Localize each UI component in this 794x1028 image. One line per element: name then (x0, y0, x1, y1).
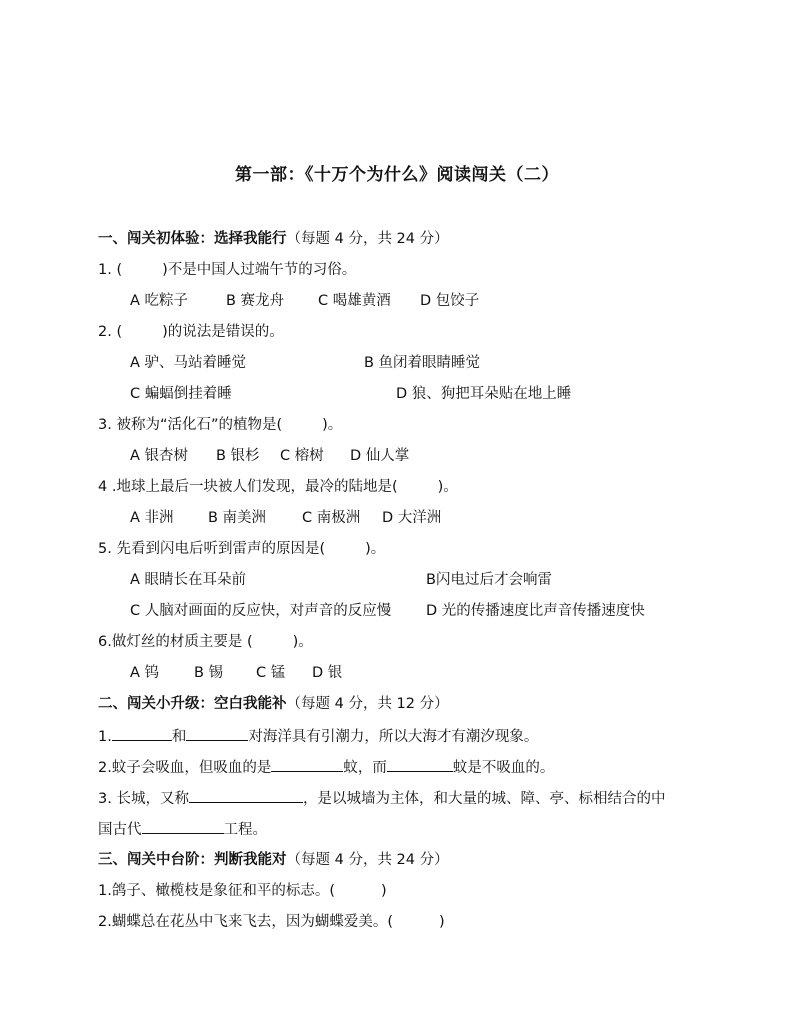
q-text: 和 (171, 729, 187, 745)
q-text: 3. 长城，又称 (98, 791, 189, 807)
option-c: C 南极洲 (302, 510, 361, 526)
fill-blank[interactable] (387, 757, 453, 772)
q-text: 4 .地球上最后一块被人们发现，最冷的陆地是( (98, 479, 398, 495)
option-d: D 大洋洲 (382, 510, 442, 526)
q-text: ) (439, 914, 445, 930)
option-d: D 狼、狗把耳朵贴在地上睡 (396, 386, 572, 402)
page-title: 第一部：《十万个为什么》阅读闯关（二） (235, 165, 559, 185)
q-text: )。 (437, 479, 458, 495)
q-text: )。 (292, 634, 313, 650)
question-3-1 (98, 881, 387, 901)
option-c: C 蝙蝠倒挂着睡 (130, 386, 232, 402)
q-text: 对海洋具有引潮力，所以大海才有潮汐现象。 (248, 729, 539, 745)
section2-heading (98, 694, 449, 714)
q-text: 5. 先看到闪电后听到雷声的原因是( (98, 541, 326, 557)
section3-heading (98, 850, 449, 870)
fill-blank[interactable] (142, 819, 224, 834)
question-1-6 (98, 632, 313, 652)
fill-blank[interactable] (112, 726, 172, 741)
option-d: D 银 (312, 665, 343, 681)
section3-note: （每题 4 分，共 24 分） (286, 852, 449, 868)
q-text: 2.蝴蝶总在花丛中飞来飞去，因为蝴蝶爱美。( (98, 914, 393, 930)
q-text: 1.鸽子、橄榄枝是象征和平的标志。( (98, 883, 335, 899)
section1-note: （每题 4 分，共 24 分） (286, 231, 449, 247)
question-1-1 (98, 260, 356, 280)
question-2-3-cont (98, 819, 267, 840)
q-text: )的说法是错误的。 (162, 324, 284, 340)
q-text: 3. 被称为“活化石”的植物是( (98, 417, 283, 433)
q-text: 工程。 (223, 822, 267, 838)
fill-blank[interactable] (271, 757, 343, 772)
q-text: 6.做灯丝的材质主要是 ( (98, 634, 253, 650)
question-2-1 (98, 726, 538, 747)
question-1-5 (98, 539, 385, 559)
question-1-3 (98, 415, 342, 435)
option-a: A 非洲 (130, 510, 174, 526)
fill-blank[interactable] (186, 726, 248, 741)
option-d: D 包饺子 (420, 293, 480, 309)
question-1-4 (98, 477, 458, 497)
q-text: 蚊是不吸血的。 (452, 760, 555, 776)
q-text: 蚊，而 (343, 760, 387, 776)
option-b: B 赛龙舟 (226, 293, 285, 309)
option-d: D 仙人掌 (350, 448, 410, 464)
question-2-3 (98, 788, 665, 809)
option-c: C 锰 (256, 665, 286, 681)
section1-heading (98, 229, 449, 249)
section2-note: （每题 4 分，共 12 分） (286, 696, 449, 712)
q-text: 1. ( (98, 262, 123, 278)
question-2-2 (98, 757, 554, 778)
option-b: B 鱼闭着眼睛睡觉 (364, 355, 481, 371)
question-1-2 (98, 322, 284, 342)
section2-heading-text: 二、闯关小升级：空白我能补 (98, 696, 287, 712)
section1-heading-text: 一、闯关初体验：选择我能行 (98, 231, 287, 247)
q-text: )。 (322, 417, 343, 433)
option-b: B 锡 (194, 665, 224, 681)
option-c: C 人脑对画面的反应快，对声音的反应慢 (130, 603, 392, 619)
option-c: C 喝雄黄酒 (318, 293, 391, 309)
q-text: )。 (365, 541, 386, 557)
option-a: A 吃粽子 (130, 293, 189, 309)
option-a: A 眼睛长在耳朵前 (130, 572, 247, 588)
option-a: A 银杏树 (130, 448, 189, 464)
option-a: A 钨 (130, 665, 160, 681)
q-text: ，是以城墙为主体，和大量的城、障、亭、标相结合的中 (302, 791, 666, 807)
question-3-2 (98, 912, 445, 932)
option-b: B闪电过后才会响雷 (426, 572, 552, 588)
q-text: ) (381, 883, 387, 899)
section3-heading-text: 三、闯关中台阶：判断我能对 (98, 852, 287, 868)
option-a: A 驴、马站着睡觉 (130, 355, 247, 371)
q-text: )不是中国人过端午节的习俗。 (162, 262, 357, 278)
q-text: 1. (98, 729, 112, 745)
fill-blank[interactable] (189, 788, 303, 803)
q-text: 2.蚊子会吸血，但吸血的是 (98, 760, 272, 776)
option-b: B 南美洲 (208, 510, 267, 526)
option-c: C 榕树 (280, 448, 324, 464)
option-b: B 银杉 (216, 448, 260, 464)
option-d: D 光的传播速度比声音传播速度快 (426, 603, 645, 619)
q-text: 国古代 (98, 822, 142, 838)
q-text: 2. ( (98, 324, 123, 340)
